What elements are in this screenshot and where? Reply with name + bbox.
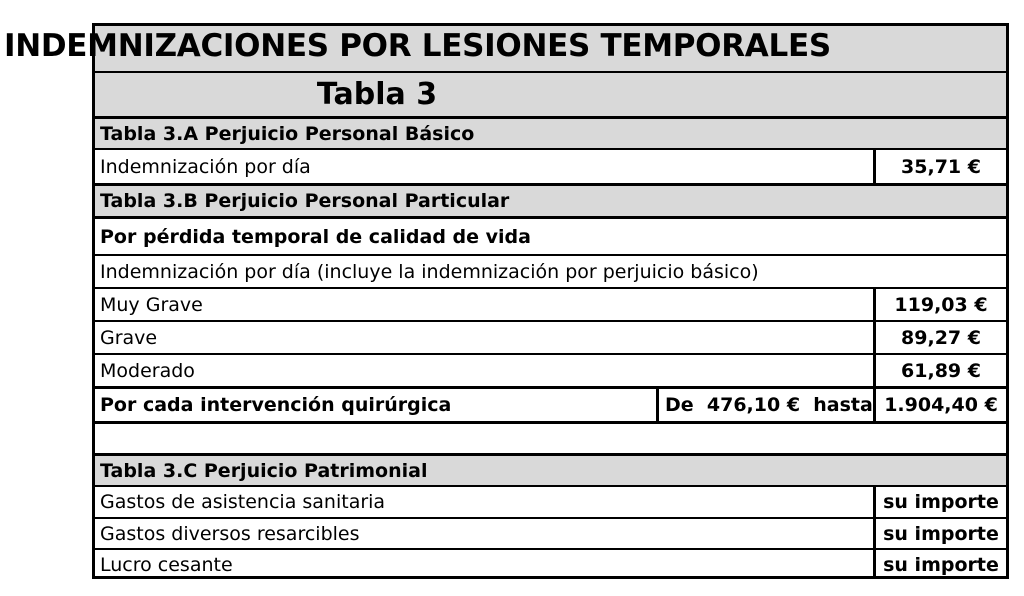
compensation-table — [92, 23, 1009, 579]
section-b-header: Tabla 3.B Perjuicio Personal Particular — [100, 190, 510, 212]
severity-value: 61,89 € — [901, 359, 981, 382]
expense-row — [95, 519, 1006, 548]
expense-value: su importe — [883, 522, 999, 545]
section-b-note-row — [95, 256, 1006, 287]
severity-row — [95, 355, 1006, 386]
expense-value: su importe — [883, 553, 999, 576]
section-b-note: Indemnización por día (incluye la indemnización por perjuicio básico) — [100, 260, 759, 283]
expense-row — [95, 550, 1006, 579]
severity-value: 119,03 € — [894, 293, 988, 316]
expense-row — [95, 487, 1006, 517]
section-a-header: Tabla 3.A Perjuicio Personal Básico — [100, 122, 475, 145]
severity-value: 89,27 € — [901, 326, 981, 349]
expense-value: su importe — [883, 491, 999, 513]
table-title: Tabla 3 — [316, 77, 438, 112]
expense-label: Lucro cesante — [100, 553, 233, 576]
surgery-from: De 476,10 € hasta — [665, 394, 873, 416]
section-a-header-row — [95, 119, 1006, 148]
surgery-label: Por cada intervención quirúrgica — [100, 394, 452, 416]
section-a-row-label: Indemnización por día — [100, 155, 311, 178]
severity-label: Muy Grave — [100, 293, 203, 316]
section-b-subheader: Por pérdida temporal de calidad de vida — [100, 225, 531, 248]
page-title: INDEMNIZACIONES POR LESIONES TEMPORALES — [4, 28, 831, 64]
section-b-subheader-row — [95, 219, 1006, 254]
section-c-header-row — [95, 456, 1006, 485]
severity-row — [95, 322, 1006, 353]
section-c-header: Tabla 3.C Perjuicio Patrimonial — [100, 459, 428, 482]
section-a-row-value: 35,71 € — [901, 155, 981, 178]
surgery-to: 1.904,40 € — [884, 394, 998, 416]
surgery-row — [95, 389, 1006, 421]
table-title-row — [95, 73, 1006, 118]
severity-label: Moderado — [100, 359, 195, 382]
section-b-header-row — [95, 186, 1006, 216]
severity-label: Grave — [100, 326, 158, 349]
section-a-row — [95, 150, 1006, 183]
expense-label: Gastos de asistencia sanitaria — [100, 491, 386, 513]
severity-row — [95, 289, 1006, 320]
expense-label: Gastos diversos resarcibles — [100, 522, 360, 545]
empty-row — [95, 424, 1006, 453]
